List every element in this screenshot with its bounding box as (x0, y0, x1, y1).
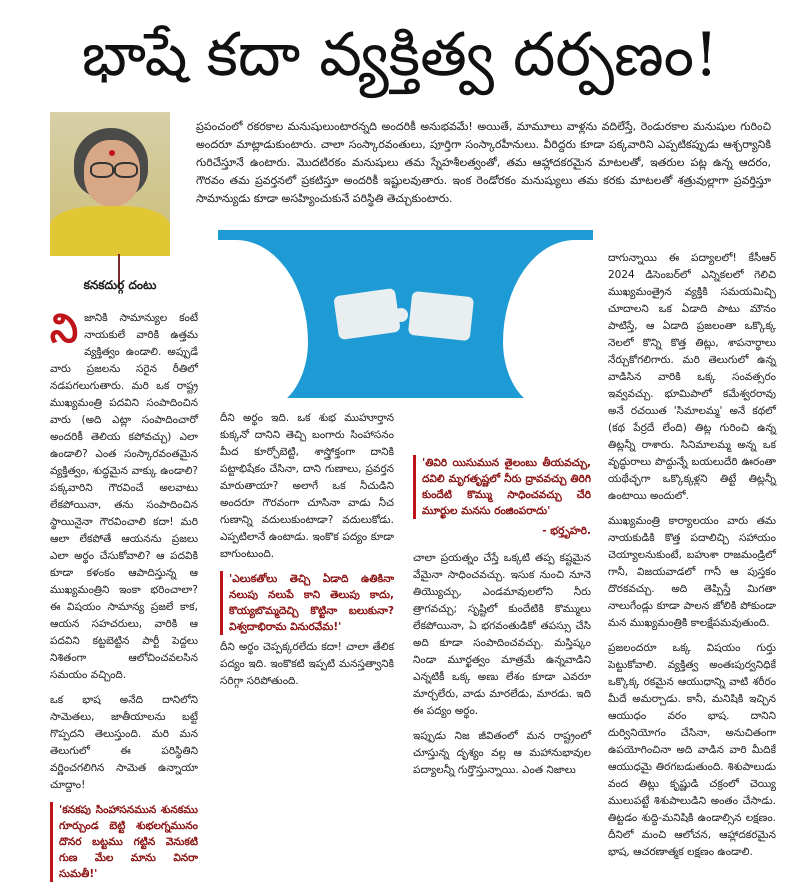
drop-cap: ని (50, 305, 79, 352)
quoted-verse: 'కనకపు సింహాసనమున శునకము గూర్చుండ బెట్టి శుభలగ్నమునం దొనర బట్టము గట్టిన వెనుకటి గుణ మేల మాను వినరా సుమతీ!' (50, 802, 198, 882)
paragraph: ఇప్పుడు నిజ జీవితంలో మన రాష్ట్రంలో చూస్తున్న దృశ్యం వల్ల ఆ మహానుభావుల పద్యాలన్నీ గుర్తొస్తున్నాయి. ఎంత నిజాలు (413, 730, 591, 776)
paragraph: దాగున్నాయి ఈ పద్యాలలో! కేసీఆర్ 2024 డిసెంబర్‌లో ఎన్నికలలో గెలిచి ముఖ్యమంత్రైన వ్యక్తికి సమయమిచ్చి చూదాలని ఒక ఏడాది పాటు మౌనం పాటిస్తే, ఆ ఏడాది ప్రజలంతా ఒక్కొక్క నెలలో కొన్ని కొత్త తిట్లు, శాపనార్థాలు నేర్చుకోగలిగారు. మరి తెలుగులో ఉన్న వాడిసిన వారికి ఒక్క సంవత్సరం ఇవ్వవచ్చు. భూమిపాలో కమేశ్వరరావు అనే రచయిత 'సిమాలమ్మ' అనే కథలో (కథ పేర్రదే లేంది) తిట్ల గురించి ఉన్న తిట్లన్నీ రాశారు. సినిమాలమ్మ అన్న ఒక వృద్ధురాలు పొద్దున్నే బయలుదేరి ఊరంతా యథేచ్ఛగా ఒక్కొక్కళ్లని తిట్టే తిట్లన్నీ ఉంటాయి అందులో. (608, 252, 776, 502)
column-2 (220, 410, 394, 755)
paragraph: ఒక భాష అనేది దానిలోని సామెతలు, జాతీయాలను బట్టే గొప్పదని తెలుస్తుంది. మరి మన తెలుగులో ఈ పరిస్థితిని వర్ణించగలిగిన సామెత ఉన్నాయా చూద్దాం! (50, 694, 198, 791)
head-silhouette-right (503, 240, 623, 410)
paragraph: జానికి సామాన్యుల కంటే నాయకులే వారికి ఉత్తమ వ్యక్తిత్వం ఉండాలి. అప్పుడే వారు ప్రజలను సరైన రీతిలో నడపగలుగుతారు. మరి ఒక రాష్ట్ర ముఖ్యమంత్రి పదవిని సంపాదించిన వారు (అది ఎట్లా సంపాదించారో అందరికీ తెలియ కపోవచ్చు) ఎలా ఉండాలి? ఎంత సంస్కారవంతమైన వ్యక్తిత్వం, శుద్ధమైన వాక్కు ఉండాలి? పక్కవారిని గౌరవించే అలవాటు లేకపోయినా, తను సంపాదించిన స్థాయినైనా గౌరవించాలి కదా! మరి ఆలా లేకపోతే ఆయనను ప్రజలు ఎలా అర్థం చేసుకోవాలి? ఆ పదవికి కూడా కళంకం ఆపాదిస్తున్న ఆ ముఖ్యమంత్రిని ఇంకా భరించాలా? ఈ విషయం సామాన్య ప్రజలే కాక, ఆయన సహచరులు, వారికి ఆ పదవిని కట్టబెట్టిన పార్టీ పెద్దలు నిశితంగా ఆలోచించవలసిన సమయం వచ్చింది. (50, 312, 198, 681)
quoted-verse: 'ఎలుకతోలు తెచ్చి ఏడాది ఉతికినా నలుపు నలుపే కాని తెలుపు కాదు, కొయ్యబొమ్మదెచ్చి కొట్టినా బలుకునా? విశ్వదాభిరామ వినురవేమ!' (220, 571, 394, 635)
column-1 (50, 305, 198, 880)
author-photo (50, 112, 170, 252)
paragraph: ముఖ్యమంత్రి కార్యాలయం వారు తమ నాయకుడికి కొత్త పదాలిచ్చి సహాయం చెయ్యాలనుకుంటే, బహుశా రాజమండ్రిలో గానీ, విజయవాడలో గానీ ఆ పుస్తకం దొరకవచ్చు. అది తెప్పిస్తే మిగతా నాలుగేండ్లు కూడా పాలన జోలికి పోకుండా మన ముఖ్యమంత్రికి కాలక్షేపమవుతుంది. (608, 515, 776, 629)
paragraph: ప్రజలందరూ ఒక్క విషయం గుర్తు పెట్టుకోవాలి. వ్యక్తిత్వ అంతఃపుర్వనిధికే ఒక్కొక్క రకమైన ఆయుధాన్ని వాటి శరీరం మీదే అమర్చాడు. కానీ, మనిషికి ఇచ్చిన ఆయుధం వరం భాష. దానిని దుర్వినియోగం చేసినా, అనుచితంగా ఉపయోగించినా అది వాడిన వారి మీదికే ఆయుధమై తిరగబడుతుంది. శిశుపాలుడు వంద తిట్లు కృష్ణుడి చక్రంలో చెయ్యి ములుపట్టే శిశుపాలుడిని అంతం చేసాడు. తిట్టడం శుద్ధి-మనిషికి ఉండాల్సిన లక్షణం. దీనిలో మంచి ఆలోచన, ఆహ్లాదకరమైన భాష, ఆచరణాత్మక లక్షణం ఉండాలి. (608, 642, 776, 858)
head-silhouette-left (188, 240, 308, 410)
quote-attribution: - భర్తృహరి. (542, 525, 591, 537)
puzzle-piece-left (333, 288, 401, 340)
paragraph: దీని అర్థం చెప్పక్కరలేదు కదా! చాలా తేలిక పద్యం ఇది. ఇంకొకటి ఇప్పటి మనస్తత్వానికి సరిగ్గా సరిపోతుంది. (220, 641, 394, 687)
headline: భాషే కదా వ్యక్తిత్వ దర్పణం! (81, 20, 719, 90)
quoted-verse: 'తివిరి యిసుమున తైలంబు తీయవచ్చు, దవిలి మృగతృష్ణలో నీరు ద్రావవచ్చు తిరిగి కుందేటి కొమ్ము సాధించవచ్చు చేరి మూర్ఖుల మనసు రంజింపరాదు' (413, 455, 591, 519)
paragraph: చాలా ప్రయత్నం చేస్తే ఒక్కటి తప్ప కష్టమైన వేమైనా సాధించవచ్చు. ఇసుక నుంచి నూనె తియ్యొచ్చు, ఎండమావులలోని నీరు త్రాగవచ్చు; సృష్టిలో కుందేటికి కొమ్ములు లేకపోయినా, ఏ భగవంతుడికో తపస్సు చేసి అది కూడా సంపాదించవచ్చు. మస్తిష్కం నిండా మూర్ఖత్వం మాత్రమే ఉన్నవాడిని ఎన్నటికీ ఒక్క అణు లేశం కూడా ఎవరూ మార్చలేరు, వాడు మారలేడు, మారడు. ఇది ఈ పద్యం అర్థం. (413, 552, 591, 717)
paragraph: దీని అర్థం ఇది. ఒక శుభ ముహూర్తాన కుక్కనో దానిని తెచ్చి బంగారు సింహాసనం మీద కూర్చోబెట్టి, శాస్త్రోక్తంగా దానికి పట్టాభిషేకం చేసినా, దాని గుణాలు, ప్రవర్తన మారుతాయా? అలాగే ఒక నీచుడిని అందరూ గౌరవంగా చూసినా వాడు నీచ గుణాన్ని వదులుకుంటాడా? వదులుకోడు. ఎప్పటిలానే ఉంటాడు. ఇంకొక పద్యం కూడా బాగుంటుంది. (220, 412, 394, 560)
lead-paragraph: ప్రపంచంలో రకరకాల మనుషులుంటారన్నది అందరికీ అనుభవమే! అయితే, మామూలు వాళ్లను వదిలేస్తే, రెండురకాల మనుషుల గురించి అందరూ మాట్లాడుకుంటారు. చాలా సంస్కారవంతులు, పూర్తిగా సంస్కారహీనులు. వీరిద్దరు కూడా పక్కవారిని ఎప్పటికప్పుడు ఆశ్చర్యానికి గురిచేస్తూనే ఉంటారు. మొదటిరకం మనుషులు తమ స్నేహశీలత్వంతో, తమ ఆహ్లాదకరమైన మాటలతో, ఇతరుల పట్ల ఉన్న ఆదరం, గౌరవం తమ ప్రవర్తనలో ప్రకటిస్తూ అందరికీ ఇష్టులవుతారు. ఇంక రెండోరకం మనుష్యులు తమ కరకు మాటలతో శత్రువుల్లాగా ప్రవర్తిస్తూ సామాన్యుడు కూడా అసహ్యించుకునే పరిస్థితి తెచ్చుకుంటారు. (196, 120, 771, 205)
column-4 (608, 250, 776, 858)
author-name: కనకదుర్గ దంటు (83, 278, 157, 292)
column-3 (413, 455, 591, 776)
illustration-image (218, 230, 593, 398)
puzzle-piece-right (408, 291, 474, 341)
